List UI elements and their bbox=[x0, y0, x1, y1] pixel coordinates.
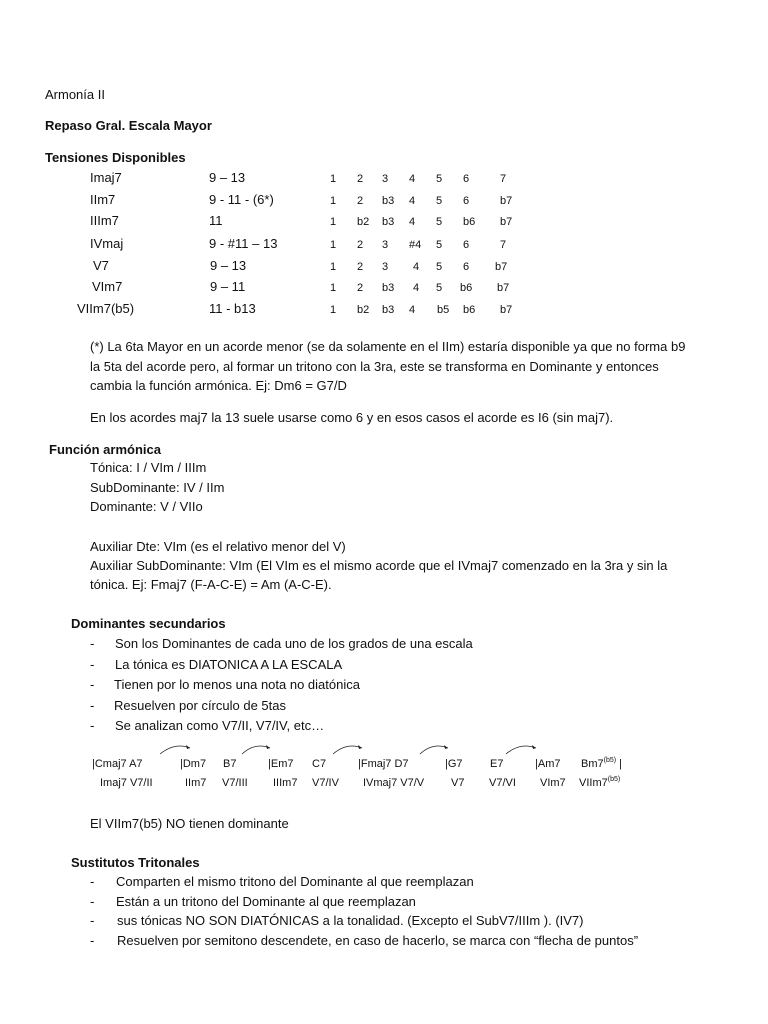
analysis-v7-iv: V7/IV bbox=[312, 777, 339, 789]
analysis-imaj7-v7-ii: Imaj7 V7/II bbox=[100, 777, 153, 789]
arrow-c7-fmaj7 bbox=[333, 746, 362, 754]
scale-degree: 3 bbox=[382, 239, 389, 251]
arrowhead-3 bbox=[358, 745, 362, 749]
scale-degree: 1 bbox=[330, 216, 337, 228]
secondary-note: El VIIm7(b5) NO tienen dominante bbox=[90, 816, 289, 831]
resolution-arrows bbox=[150, 740, 570, 760]
chord-em7: |Em7 bbox=[268, 758, 294, 770]
tension-chord: IVmaj bbox=[90, 236, 124, 251]
bullet-dash: - bbox=[90, 636, 95, 651]
analysis-v7-vi: V7/VI bbox=[489, 777, 516, 789]
scale-degree: 7 bbox=[500, 239, 507, 251]
list-item: Se analizan como V7/II, V7/IV, etc… bbox=[115, 718, 325, 733]
scale-degree: 1 bbox=[330, 173, 337, 185]
scale-degree: 3 bbox=[382, 173, 389, 185]
scale-degree: 5 bbox=[436, 261, 443, 273]
chord-c7: C7 bbox=[312, 758, 327, 770]
tension-chord: IIm7 bbox=[90, 192, 116, 207]
scale-degree: 3 bbox=[382, 261, 389, 273]
list-item: Resuelven por círculo de 5tas bbox=[114, 697, 286, 713]
function-heading: Función armónica bbox=[49, 442, 161, 457]
list-item: Son los Dominantes de cada uno de los grados de una escala bbox=[115, 636, 473, 651]
scale-degree: b6 bbox=[463, 304, 476, 316]
tension-chord: VIIm7(b5) bbox=[77, 301, 135, 316]
scale-degree: 4 bbox=[413, 261, 420, 273]
analysis-v7: V7 bbox=[451, 777, 465, 789]
scale-degree: 5 bbox=[436, 239, 443, 251]
scale-degree: 2 bbox=[357, 282, 364, 294]
chord-bm7b5: $Bm7^{(b5)}$ | bbox=[581, 757, 622, 770]
scale-degree: b3 bbox=[382, 282, 395, 294]
secondary-heading: Dominantes secundarios bbox=[71, 616, 226, 631]
tension-values: 11 bbox=[209, 213, 223, 228]
scale-degree: 6 bbox=[463, 261, 470, 273]
tension-values: 9 - 11 - (6*) bbox=[209, 192, 274, 207]
analysis-iiim7: IIIm7 bbox=[273, 777, 298, 789]
scale-degree: 6 bbox=[463, 239, 470, 251]
scale-degree: b6 bbox=[463, 216, 476, 228]
function-aux-dte: Auxiliar Dte: VIm (es el relativo menor del V) bbox=[90, 539, 346, 554]
tension-chord: IIIm7 bbox=[90, 213, 119, 228]
scale-degree: 4 bbox=[409, 173, 416, 185]
list-item: Están a un tritono del Dominante al que reemplazan bbox=[116, 893, 416, 909]
list-item: Comparten el mismo tritono del Dominante al que reemplazan bbox=[116, 874, 474, 889]
scale-degree: 5 bbox=[436, 173, 443, 185]
scale-degree: 1 bbox=[330, 239, 337, 251]
scale-degree: b7 bbox=[495, 261, 508, 273]
scale-degree: b6 bbox=[460, 282, 473, 294]
function-subdominante: SubDominante: IV / IIm bbox=[90, 480, 225, 495]
list-item: Resuelven por semitono descendete, en caso de hacerlo, se marca con “flecha de puntos” bbox=[117, 932, 639, 948]
analysis-ivmaj7-v7-v: IVmaj7 V7/V bbox=[363, 777, 425, 789]
function-aux-sub-line-2: tónica. Ej: Fmaj7 (F-A-C-E) = Am (A-C-E). bbox=[90, 577, 332, 592]
scale-degree: 2 bbox=[357, 173, 364, 185]
function-aux-sub-line-1: Auxiliar SubDominante: VIm (El VIm es el mismo acorde que el IVmaj7 comenzado en la 3ra y sin la bbox=[90, 558, 668, 573]
scale-degree: 5 bbox=[436, 195, 443, 207]
bullet-dash: - bbox=[90, 697, 95, 713]
bullet-dash: - bbox=[90, 913, 95, 928]
scale-degree: b3 bbox=[382, 304, 395, 316]
scale-degree: #4 bbox=[409, 239, 422, 251]
function-tonica: Tónica: I / VIm / IIIm bbox=[90, 460, 207, 475]
scale-degree: 1 bbox=[330, 282, 337, 294]
analysis-vim7: VIm7 bbox=[540, 777, 566, 789]
analysis-viim7b5: $VIIm7^{(b5)}$ bbox=[579, 776, 621, 789]
tritone-heading: Sustitutos Tritonales bbox=[71, 855, 200, 870]
analysis-iim7: IIm7 bbox=[185, 777, 207, 789]
scale-degree: 2 bbox=[357, 239, 364, 251]
arrow-d7-g7 bbox=[420, 746, 448, 754]
arrow-e7-am7 bbox=[506, 746, 536, 754]
bullet-dash: - bbox=[90, 932, 95, 948]
list-item: Tienen por lo menos una nota no diatónica bbox=[114, 677, 360, 692]
chord-dm7: |Dm7 bbox=[180, 758, 207, 770]
scale-degree: 1 bbox=[330, 261, 337, 273]
scale-degree: 4 bbox=[413, 282, 420, 294]
bullet-dash: - bbox=[90, 656, 95, 672]
list-item: La tónica es DIATONICA A LA ESCALA bbox=[115, 656, 343, 672]
arrowhead-2 bbox=[266, 745, 270, 749]
scale-degree: b7 bbox=[500, 195, 513, 207]
tension-chord: V7 bbox=[93, 258, 109, 273]
bullet-dash: - bbox=[90, 718, 95, 733]
scale-degree: 6 bbox=[463, 195, 470, 207]
arrow-a7-dm7 bbox=[160, 746, 190, 754]
tension-values: 9 - #11 – 13 bbox=[209, 236, 278, 251]
scale-degree: 7 bbox=[500, 173, 507, 185]
doc-title: Armonía II bbox=[45, 87, 105, 102]
scale-degree: b7 bbox=[500, 304, 513, 316]
scale-degree: 1 bbox=[330, 304, 337, 316]
chord-b7: B7 bbox=[223, 758, 237, 770]
bullet-dash: - bbox=[90, 677, 95, 692]
scale-degree: b7 bbox=[497, 282, 510, 294]
scale-degree: b5 bbox=[437, 304, 450, 316]
scale-degree: b7 bbox=[500, 216, 513, 228]
tension-note-line-3: cambia la función armónica. Ej: Dm6 = G7/D bbox=[90, 378, 347, 393]
tension-chord: VIm7 bbox=[92, 279, 123, 294]
scale-degree: 5 bbox=[436, 282, 443, 294]
tension-values: 9 – 11 bbox=[210, 279, 246, 294]
scale-degree: 5 bbox=[436, 216, 443, 228]
doc-subtitle: Repaso Gral. Escala Mayor bbox=[45, 118, 212, 133]
scale-degree: 2 bbox=[357, 261, 364, 273]
scale-degree: 6 bbox=[463, 173, 470, 185]
tensions-heading: Tensiones Disponibles bbox=[45, 150, 186, 165]
scale-degree: 4 bbox=[409, 304, 416, 316]
arrow-b7-em7 bbox=[242, 746, 270, 754]
scale-degree: 2 bbox=[357, 195, 364, 207]
tension-note-line-1: (*) La 6ta Mayor en un acorde menor (se da solamente en el IIm) estaría disponible ya que no forma b9 bbox=[90, 339, 686, 354]
chord-am7: |Am7 bbox=[535, 758, 561, 770]
tension-note-line-2: la 5ta del acorde pero, al formar un tritono con la 3ra, este se transforma en Dominante y entonces bbox=[90, 359, 659, 374]
function-dominante: Dominante: V / VIIo bbox=[90, 499, 203, 514]
maj7-note: En los acordes maj7 la 13 suele usarse como 6 y en esos casos el acorde es I6 (sin maj7). bbox=[90, 410, 614, 425]
arrowhead-5 bbox=[532, 745, 536, 749]
bullet-dash: - bbox=[90, 874, 95, 889]
list-item: sus tónicas NO SON DIATÓNICAS a la tonalidad. (Excepto el SubV7/IIIm ). (IV7) bbox=[117, 913, 584, 928]
scale-degree: 4 bbox=[409, 195, 416, 207]
scale-degree: b2 bbox=[357, 216, 370, 228]
scale-degree: 4 bbox=[409, 216, 416, 228]
arrowhead-1 bbox=[186, 745, 190, 749]
scale-degree: 1 bbox=[330, 195, 337, 207]
scale-degree: b3 bbox=[382, 195, 395, 207]
scale-degree: b3 bbox=[382, 216, 395, 228]
analysis-v7-iii: V7/III bbox=[222, 777, 248, 789]
bullet-dash: - bbox=[90, 893, 95, 909]
arrowhead-4 bbox=[444, 745, 448, 749]
chord-cmaj7-a7: |Cmaj7 A7 bbox=[92, 758, 143, 770]
scale-degree: b2 bbox=[357, 304, 370, 316]
chord-e7: E7 bbox=[490, 758, 504, 770]
tension-values: 9 – 13 bbox=[210, 258, 247, 273]
tension-values: 9 – 13 bbox=[209, 170, 246, 185]
tension-chord: Imaj7 bbox=[90, 170, 122, 185]
tension-values: 11 - b13 bbox=[209, 301, 256, 316]
chord-fmaj7-d7: |Fmaj7 D7 bbox=[358, 758, 409, 770]
chord-g7: |G7 bbox=[445, 758, 463, 770]
